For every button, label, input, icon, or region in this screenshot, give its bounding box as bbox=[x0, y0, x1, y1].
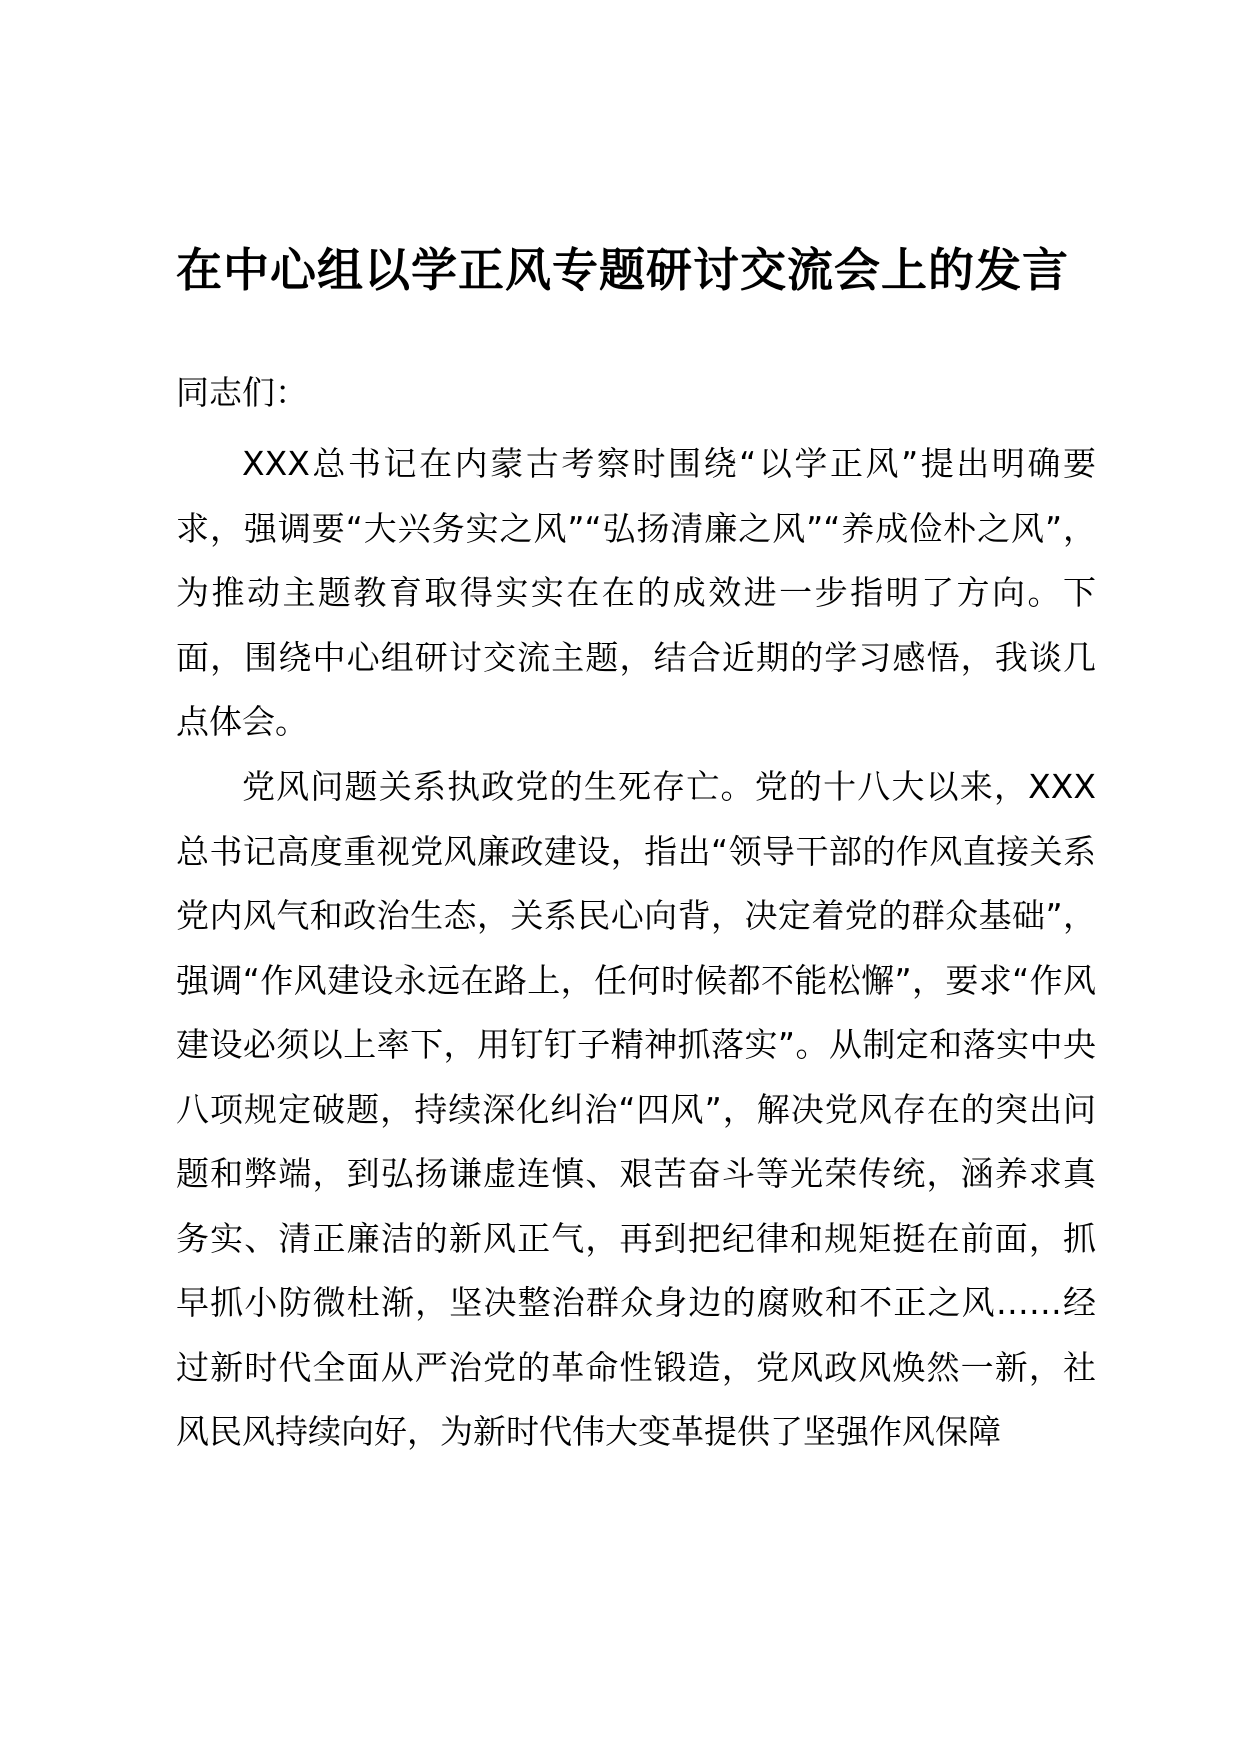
paragraph: 党风问题关系执政党的生死存亡。党的十八大以来，XXX总书记高度重视党风廉政建设，指出“领导干部的作风直接关系党内风气和政治生态，关系民心向背，决定着党的群众基础”，强调“作风建设永远在路上，任何时候都不能松懈”，要求“作风建设必须以上率下，用钉钉子精神抓落实”。从制定和落实中央八项规定破题，持续深化纠治“四风”，解决党风存在的突出问题和弊端，到弘扬谦虚连慎、艰苦奋斗等光荣传统，涵养求真务实、清正廉洁的新风正气，再到把纪律和规矩挺在前面，抓早抓小防微杜渐，坚决整治群众身边的腐败和不正之风……经过新时代全面从严治党的革命性锻造，党风政风焕然一新，社风民风持续向好，为新时代伟大变革提供了坚强作风保障 bbox=[176, 767, 1096, 1451]
document-title: 在中心组以学正风专题研讨交流会上的发言 bbox=[176, 243, 1069, 297]
paragraph: XXX总书记在内蒙古考察时围绕“以学正风”提出明确要求，强调要“大兴务实之风”“弘扬清廉之风”“养成俭朴之风”，为推动主题教育取得实实在在的成效进一步指明了方向。下面，围绕中心组研讨交流主题，结合近期的学习感悟，我谈几点体会。 bbox=[176, 444, 1096, 741]
salutation: 同志们： bbox=[176, 373, 308, 412]
